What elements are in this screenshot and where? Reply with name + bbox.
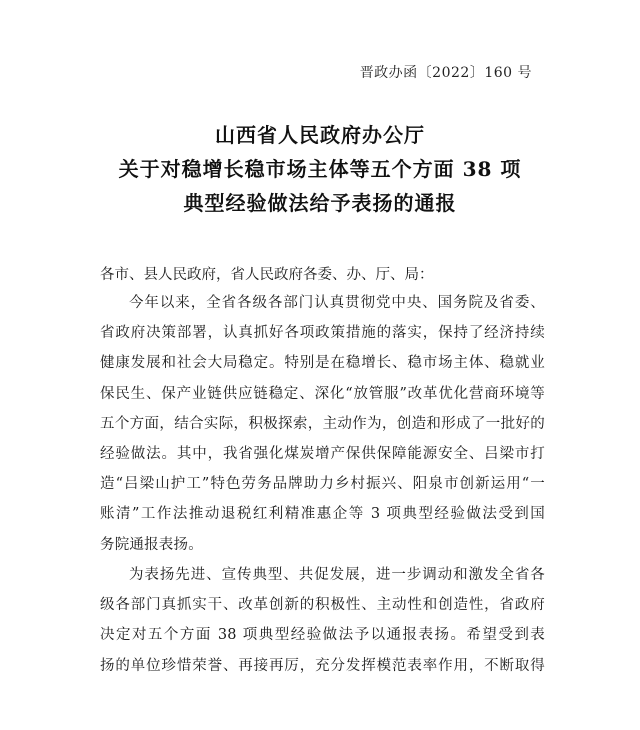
paragraph-line: 保民生、保产业链供应链稳定、深化“放管服”改革优化营商环境等	[100, 385, 545, 402]
paragraph-line: 为表扬先进、宣传典型、共促发展，进一步调动和激发全省各	[129, 567, 545, 583]
addressee: 各市、县人民政府，省人民政府各委、办、厅、局：	[100, 267, 434, 283]
document-number: 晋政办函〔2022〕160 号	[359, 65, 532, 81]
paragraph-line: 务院通报表扬。	[100, 536, 203, 553]
paragraph-line: 五个方面，结合实际，积极探索，主动作为，创造和形成了一批好的	[100, 415, 545, 432]
body-paragraph-2	[100, 560, 545, 681]
paragraph-line: 省政府决策部署，认真抓好各项政策措施的落实，保持了经济持续	[100, 325, 545, 342]
paragraph-line: 经验做法。其中，我省强化煤炭增产保供保障能源安全、吕梁市打	[100, 445, 545, 462]
paragraph-line: 健康发展和社会大局稳定。特别是在稳增长、稳市场主体、稳就业	[100, 355, 545, 372]
document-title	[0, 118, 640, 220]
paragraph-line: 账清”工作法推动退税红利精准惠企等 3 项典型经验做法受到国	[100, 506, 545, 523]
paragraph-line: 级各部门真抓实干、改革创新的积极性、主动性和创造性，省政府	[100, 597, 545, 614]
paragraph-line: 今年以来，全省各级各部门认真贯彻党中央、国务院及省委、	[129, 295, 545, 311]
paragraph-line: 扬的单位珍惜荣誉、再接再厉，充分发挥模范表率作用，不断取得	[100, 657, 545, 674]
paragraph-line: 决定对五个方面 38 项典型经验做法予以通报表扬。希望受到表	[100, 627, 545, 644]
paragraph-line: 造“吕梁山护工”特色劳务品牌助力乡村振兴、阳泉市创新运用“一	[100, 476, 545, 493]
title-line: 关于对稳增长稳市场主体等五个方面 38 项	[118, 157, 522, 181]
title-line: 山西省人民政府办公厅	[215, 123, 425, 147]
body-paragraph-1	[100, 288, 545, 560]
title-line: 典型经验做法给予表扬的通报	[183, 191, 457, 215]
